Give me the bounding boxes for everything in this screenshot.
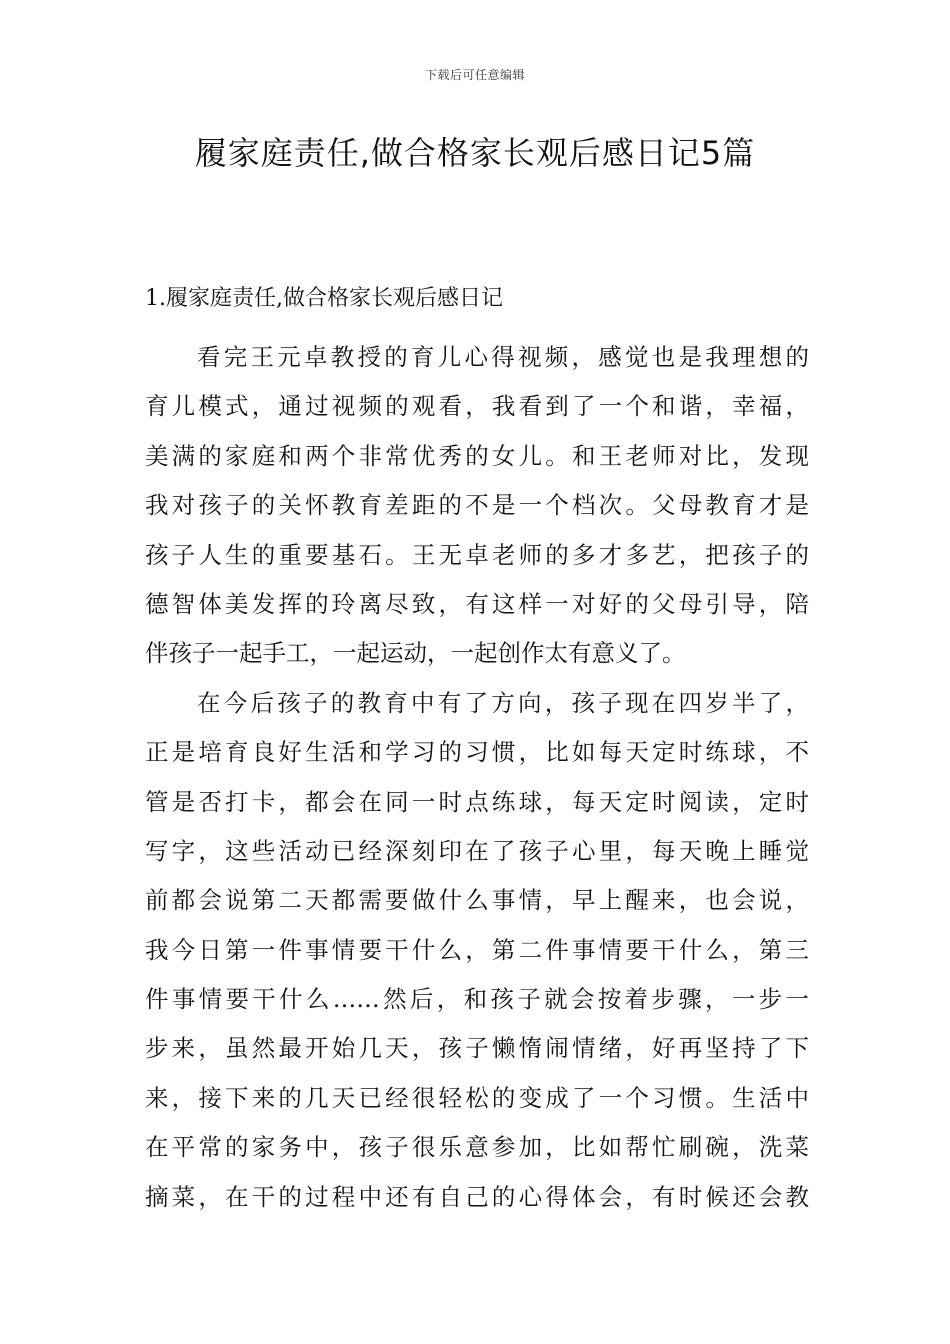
paragraph-line: 写字，这些活动已经深刻印在了孩子心里，每天晚上睡觉 (145, 836, 809, 865)
paragraph-line: 摘菜，在干的过程中还有自己的心得体会，有时候还会教 (145, 1182, 809, 1211)
paragraph-line: 步来，虽然最开始几天，孩子懒惰闹情绪，好再坚持了下 (145, 1034, 809, 1063)
paragraph-line: 德智体美发挥的玲离尽致，有这样一对好的父母引导，陪 (145, 589, 809, 618)
paragraph-line: 孩子人生的重要基石。王无卓老师的多才多艺，把孩子的 (145, 540, 809, 569)
paragraph-line: 我今日第一件事情要干什么，第二件事情要干什么，第三 (145, 935, 809, 964)
section-heading: 1.履家庭责任,做合格家长观后感日记 (145, 286, 503, 311)
paragraph-line: 前都会说第二天都需要做什么事情，早上醒来，也会说， (145, 886, 809, 915)
paragraph-line: 我对孩子的关怀教育差距的不是一个档次。父母教育才是 (145, 491, 809, 520)
paragraph-1 (145, 333, 809, 679)
document-title: 履家庭责任,做合格家长观后感日记5篇 (194, 134, 756, 172)
paragraph-line: 来，接下来的几天已经很轻松的变成了一个习惯。生活中 (145, 1083, 809, 1112)
header-note: 下载后可任意编辑 (424, 68, 525, 82)
paragraph-line: 看完王元卓教授的育儿心得视频，感觉也是我理想的 (197, 343, 809, 371)
paragraph-line: 管是否打卡，都会在同一时点练球，每天定时阅读，定时 (145, 787, 809, 816)
paragraph-line: 在平常的家务中，孩子很乐意参加，比如帮忙刷碗，洗菜 (145, 1133, 809, 1162)
paragraph-line: 正是培育良好生活和学习的习惯，比如每天定时练球，不 (145, 738, 809, 767)
paragraph-line: 育儿模式，通过视频的观看，我看到了一个和谐，幸福， (145, 392, 809, 421)
paragraph-line: 伴孩子一起手工，一起运动，一起创作太有意义了。 (145, 639, 686, 668)
document-body (145, 283, 809, 1222)
paragraph-line: 件事情要干什么……然后，和孩子就会按着步骤，一步一 (145, 985, 809, 1014)
paragraph-line: 美满的家庭和两个非常优秀的女儿。和王老师对比，发现 (145, 441, 809, 470)
paragraph-line: 在今后孩子的教育中有了方向，孩子现在四岁半了， (197, 688, 809, 717)
paragraph-2 (145, 679, 809, 1222)
